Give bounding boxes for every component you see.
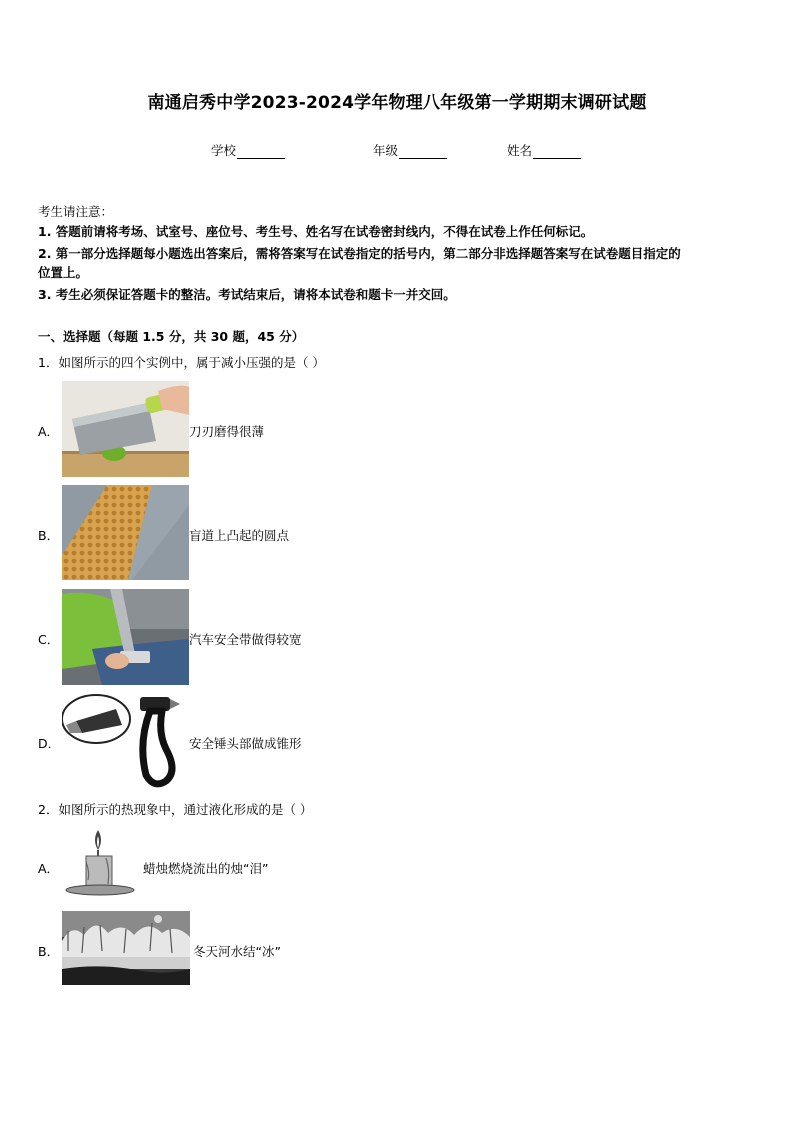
q1-option-c-letter: C． xyxy=(38,632,60,647)
name-field xyxy=(507,141,581,159)
page-title: 南通启秀中学2023-2024学年物理八年级第一学期期末调研试题 xyxy=(147,93,647,113)
q1-option-a-text: 刀刃磨得很薄 xyxy=(189,424,265,439)
q1-option-b-text: 盲道上凸起的圆点 xyxy=(189,528,290,543)
name-blank xyxy=(533,145,581,159)
q1-option-c-text: 汽车安全带做得较宽 xyxy=(189,632,302,647)
section-heading: 一、选择题（每题 1.5 分，共 30 题，45 分） xyxy=(38,329,305,344)
school-label: 学校 xyxy=(211,143,237,158)
candle-image xyxy=(62,828,142,896)
notice-item-2: 2. 第一部分选择题每小题选出答案后，需将答案写在试卷指定的括号内，第二部分非选择题答案写在试卷题目指定的 xyxy=(38,246,681,261)
tactile-paving-image xyxy=(62,485,189,580)
name-label: 姓名 xyxy=(507,143,533,158)
q1-option-d-text: 安全锤头部做成锥形 xyxy=(189,736,302,751)
grade-field xyxy=(373,141,447,159)
q2-option-a-text: 蜡烛燃烧流出的烛“泪” xyxy=(143,861,269,876)
frozen-river-image xyxy=(62,911,190,985)
knife-image xyxy=(62,381,189,477)
question-1-stem: 1．如图所示的四个实例中，属于减小压强的是（ ） xyxy=(38,355,325,370)
seat-belt-image xyxy=(62,589,189,685)
q1-option-d-letter: D． xyxy=(38,736,61,751)
q2-option-b-letter: B． xyxy=(38,944,60,959)
notice-heading: 考生请注意： xyxy=(38,204,114,219)
q1-option-b-letter: B． xyxy=(38,528,60,543)
q1-option-a-letter: A． xyxy=(38,424,60,439)
safety-hammer-image xyxy=(62,693,189,790)
school-field xyxy=(211,141,285,159)
grade-blank xyxy=(399,145,447,159)
question-2-stem: 2．如图所示的热现象中，通过液化形成的是（ ） xyxy=(38,802,313,817)
notice-item-1: 1. 答题前请将考场、试室号、座位号、考生号、姓名写在试卷密封线内，不得在试卷上作任何标记。 xyxy=(38,224,594,239)
q2-option-a-letter: A． xyxy=(38,861,60,876)
school-blank xyxy=(237,145,285,159)
q2-option-b-text: 冬天河水结“冰” xyxy=(193,944,281,959)
notice-item-3: 3. 考生必须保证答题卡的整洁。考试结束后，请将本试卷和题卡一并交回。 xyxy=(38,287,456,302)
notice-item-2-cont: 位置上。 xyxy=(38,265,89,280)
grade-label: 年级 xyxy=(373,143,399,158)
